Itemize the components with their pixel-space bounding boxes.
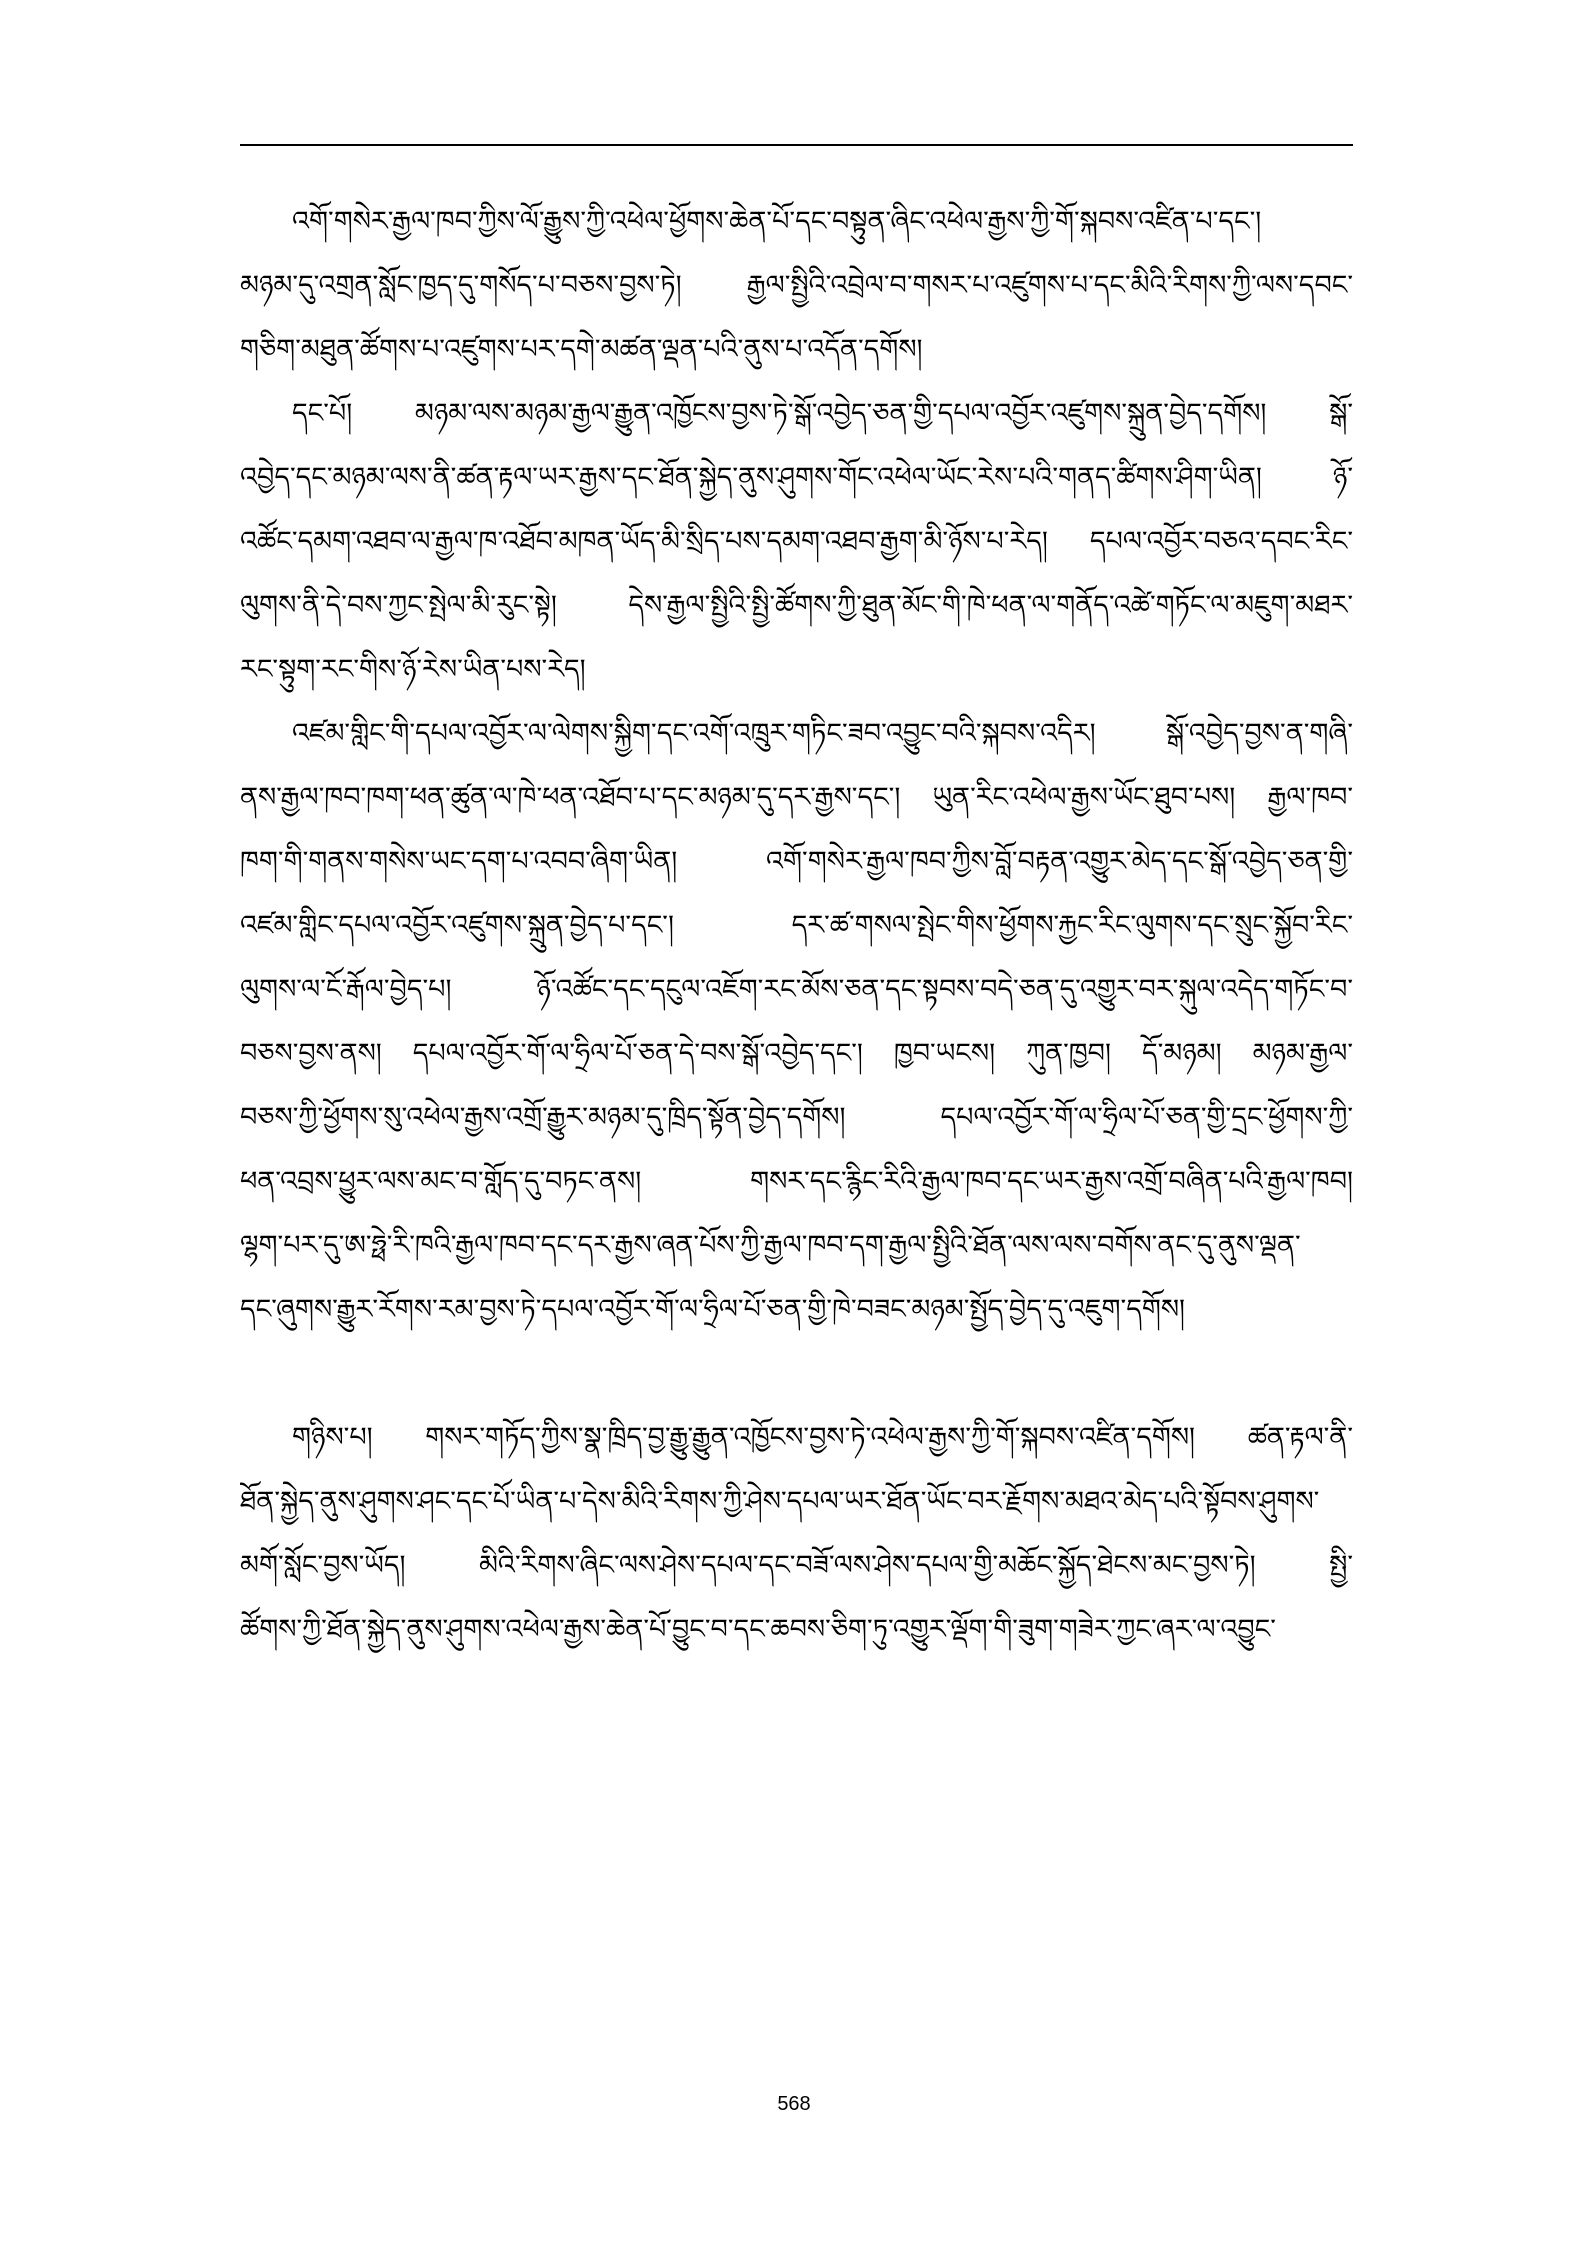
text-line: འཚོང་དམག་འཐབ་ལ་རྒྱལ་ཁ་འཐོབ་མཁན་ཡོད་མི་སྲིད་པས་དམག་འཐབ་རྒྱག་མི་ཉོས་པ་རེད། དཔལ་འབྱོར་བཅའ་དབང་རིང་ (240, 526, 1353, 557)
paragraph-3 (240, 702, 1353, 1406)
text-line: འགོ་གསེར་རྒྱལ་ཁབ་ཀྱིས་ལོ་རྒྱུས་ཀྱི་འཕེལ་ཕྱོགས་ཆེན་པོ་དང་བསྟུན་ཞིང་འཕེལ་རྒྱས་ཀྱི་གོ་སྐབས་འཛིན་པ་དང་། (292, 206, 1262, 237)
paragraph-2 (240, 382, 1353, 702)
text-line: ཕན་འབྲས་ཕྱུར་ལས་མང་བ་གློད་དུ་བཏང་ནས། གསར་དང་རྙིང་རིའི་རྒྱལ་ཁབ་དང་ཡར་རྒྱས་འགྲོ་བཞིན་པའི་རྒྱལ་ཁབ། (240, 1166, 1353, 1197)
text-line: འབྱེད་དང་མཉམ་ལས་ནི་ཚན་རྟལ་ཡར་རྒྱས་དང་ཐོན་སྐྱེད་ནུས་ཤུགས་གོང་འཕེལ་ཡོང་རེས་པའི་གནད་ཚིགས་ཤིག་ཡིན། ཉོ་ (240, 462, 1353, 493)
page-number: 568 (777, 2093, 811, 2115)
text-line (240, 1342, 1353, 1406)
text-line: ལུགས་ནི་དེ་བས་ཀྱང་སྤེལ་མི་རུང་སྟེ། དེས་རྒྱལ་སྤྱིའི་སྤྱི་ཚོགས་ཀྱི་ཐུན་མོང་གི་ཁེ་ཕན་ལ་གནོད་འཚེ་གཏོང་ལ་མཇུག་མཐར་ (240, 590, 1353, 621)
text-line: ལྷག་པར་དུ་ཨ་ཧྥེ་རི་ཁའི་རྒྱལ་ཁབ་དང་དར་རྒྱས་ཞན་པོས་ཀྱི་རྒྱལ་ཁབ་དག་རྒྱལ་སྤྱིའི་ཐོན་ལས་ལས་བགོས་ནང་དུ་ནུས་ལྡན་ (240, 1230, 1301, 1261)
text-line: ནས་རྒྱལ་ཁབ་ཁག་ཕན་ཚུན་ལ་ཁེ་ཕན་འཐོབ་པ་དང་མཉམ་དུ་དར་རྒྱས་དང་། ཡུན་རིང་འཕེལ་རྒྱས་ཡོང་ཐུབ་པས། རྒྱལ་ཁབ་ (240, 782, 1353, 813)
text-line: འཛམ་གླིང་གི་དཔལ་འབྱོར་ལ་ལེགས་སྐྱིག་དང་འགོ་འཁྲུར་གཏིང་ཟབ་འབྱུང་བའི་སྐབས་འདིར། སྒོ་འབྱེད་བྱས་ན་གཞི་ (292, 718, 1353, 749)
text-line: དང་པོ། མཉམ་ལས་མཉམ་རྒྱལ་རྒྱུན་འཁྱོངས་བྱས་ཏེ་སྒོ་འབྱེད་ཅན་གྱི་དཔལ་འབྱོར་འཛུགས་སྐྲུན་བྱེད་དགོས། སྒོ་ (292, 398, 1353, 429)
text-line: བཅས་བྱས་ནས། དཔལ་འབྱོར་གོ་ལ་ཧྲིལ་པོ་ཅན་དེ་བས་སྒོ་འབྱེད་དང་། ཁྱབ་ཡངས། ཀུན་ཁྱབ། དོ་མཉམ། མཉམ་རྒྱལ་ (240, 1038, 1353, 1069)
text-line: བཅས་ཀྱི་ཕྱོགས་སུ་འཕེལ་རྒྱས་འགྲོ་རྒྱུར་མཉམ་དུ་ཁྲིད་སྟོན་བྱེད་དགོས། དཔལ་འབྱོར་གོ་ལ་ཧྲིལ་པོ་ཅན་གྱི་དྲང་ཕྱོགས་ཀྱི་ (240, 1102, 1353, 1133)
text-line: གཅིག་མཐུན་ཚོགས་པ་འཛུགས་པར་དགེ་མཚན་ལྡན་པའི་ནུས་པ་འདོན་དགོས། (240, 334, 923, 365)
text-line: རང་སྟུག་རང་གིས་ཉོ་རེས་ཡིན་པས་རེད། (240, 654, 586, 685)
text-line: མགོ་སློང་བྱས་ཡོད། མིའི་རིགས་ཞིང་ལས་ཤེས་དཔལ་དང་བཟོ་ལས་ཤེས་དཔལ་གྱི་མཆོང་སྐྱོད་ཐེངས་མང་བྱས་ཏེ། སྤྱི་ (240, 1550, 1353, 1581)
text-line: ཁག་གི་གནས་གསེས་ཡང་དག་པ་འབབ་ཞིག་ཡིན། འགོ་གསེར་རྒྱལ་ཁབ་ཀྱིས་བློ་བརྟན་འགྱུར་མེད་དང་སྒོ་འབྱེད་ཅན་གྱི་ (240, 846, 1353, 877)
header-rule (240, 144, 1353, 146)
text-line: དང་ཞུགས་རྒྱུར་རོགས་རམ་བྱས་ཏེ་དཔལ་འབྱོར་གོ་ལ་ཧྲིལ་པོ་ཅན་གྱི་ཁེ་བཟང་མཉམ་སྤྱོད་བྱེད་དུ་འཇུག་དགོས། (240, 1294, 1186, 1325)
paragraph-4 (240, 1406, 1353, 1662)
text-line: འཛམ་གླིང་དཔལ་འབྱོར་འཛུགས་སྐྲུན་བྱེད་པ་དང་། དར་ཚ་གསལ་སྤེང་གིས་ཕྱོགས་རྐྱང་རིང་ལུགས་དང་སྲུང་སྐྱོབ་རིང་ (240, 910, 1353, 941)
text-line: ཐོན་སྐྱེད་ནུས་ཤུགས་ཤང་དང་པོ་ཡིན་པ་དེས་མིའི་རིགས་ཀྱི་ཤེས་དཔལ་ཡར་ཐོན་ཡོང་བར་རྗོགས་མཐའ་མེད་པའི་སྟོབས་ཤུགས་ (240, 1486, 1320, 1517)
text-line: མཉམ་དུ་འགྲན་སློང་ཁྱད་དུ་གསོད་པ་བཅས་བྱས་ཏེ། རྒྱལ་སྤྱིའི་འབྲེལ་བ་གསར་པ་འཛུགས་པ་དང་མིའི་རིགས་ཀྱི་ལས་དབང་ (240, 270, 1353, 301)
text-line: ལུགས་ལ་ངོ་རྒོལ་བྱེད་པ། ཉོ་འཚོང་དང་དངུལ་འཇོག་རང་མོས་ཅན་དང་སྟབས་བདེ་ཅན་དུ་འགྱུར་བར་སྐུལ་འདེད་གཏོང་བ་ (240, 974, 1353, 1005)
paragraph-1 (240, 190, 1353, 382)
text-line: གཉིས་པ། གསར་གཏོད་ཀྱིས་སྣ་ཁྲིད་བྱ་རྒྱུ་རྒྱུན་འཁྱོངས་བྱས་ཏེ་འཕེལ་རྒྱས་ཀྱི་གོ་སྐབས་འཛིན་དགོས། ཚན་རྟལ་ནི་ (292, 1422, 1353, 1453)
page-body (240, 190, 1353, 1662)
text-line: ཚོགས་ཀྱི་ཐོན་སྐྱེད་ནུས་ཤུགས་འཕེལ་རྒྱས་ཆེན་པོ་བྱུང་བ་དང་ཆབས་ཅིག་ཏུ་འགྱུར་ལྡོག་གི་ཟུག་གཟེར་ཀྱང་ཞར་ལ་འབྱུང་ (240, 1614, 1276, 1645)
